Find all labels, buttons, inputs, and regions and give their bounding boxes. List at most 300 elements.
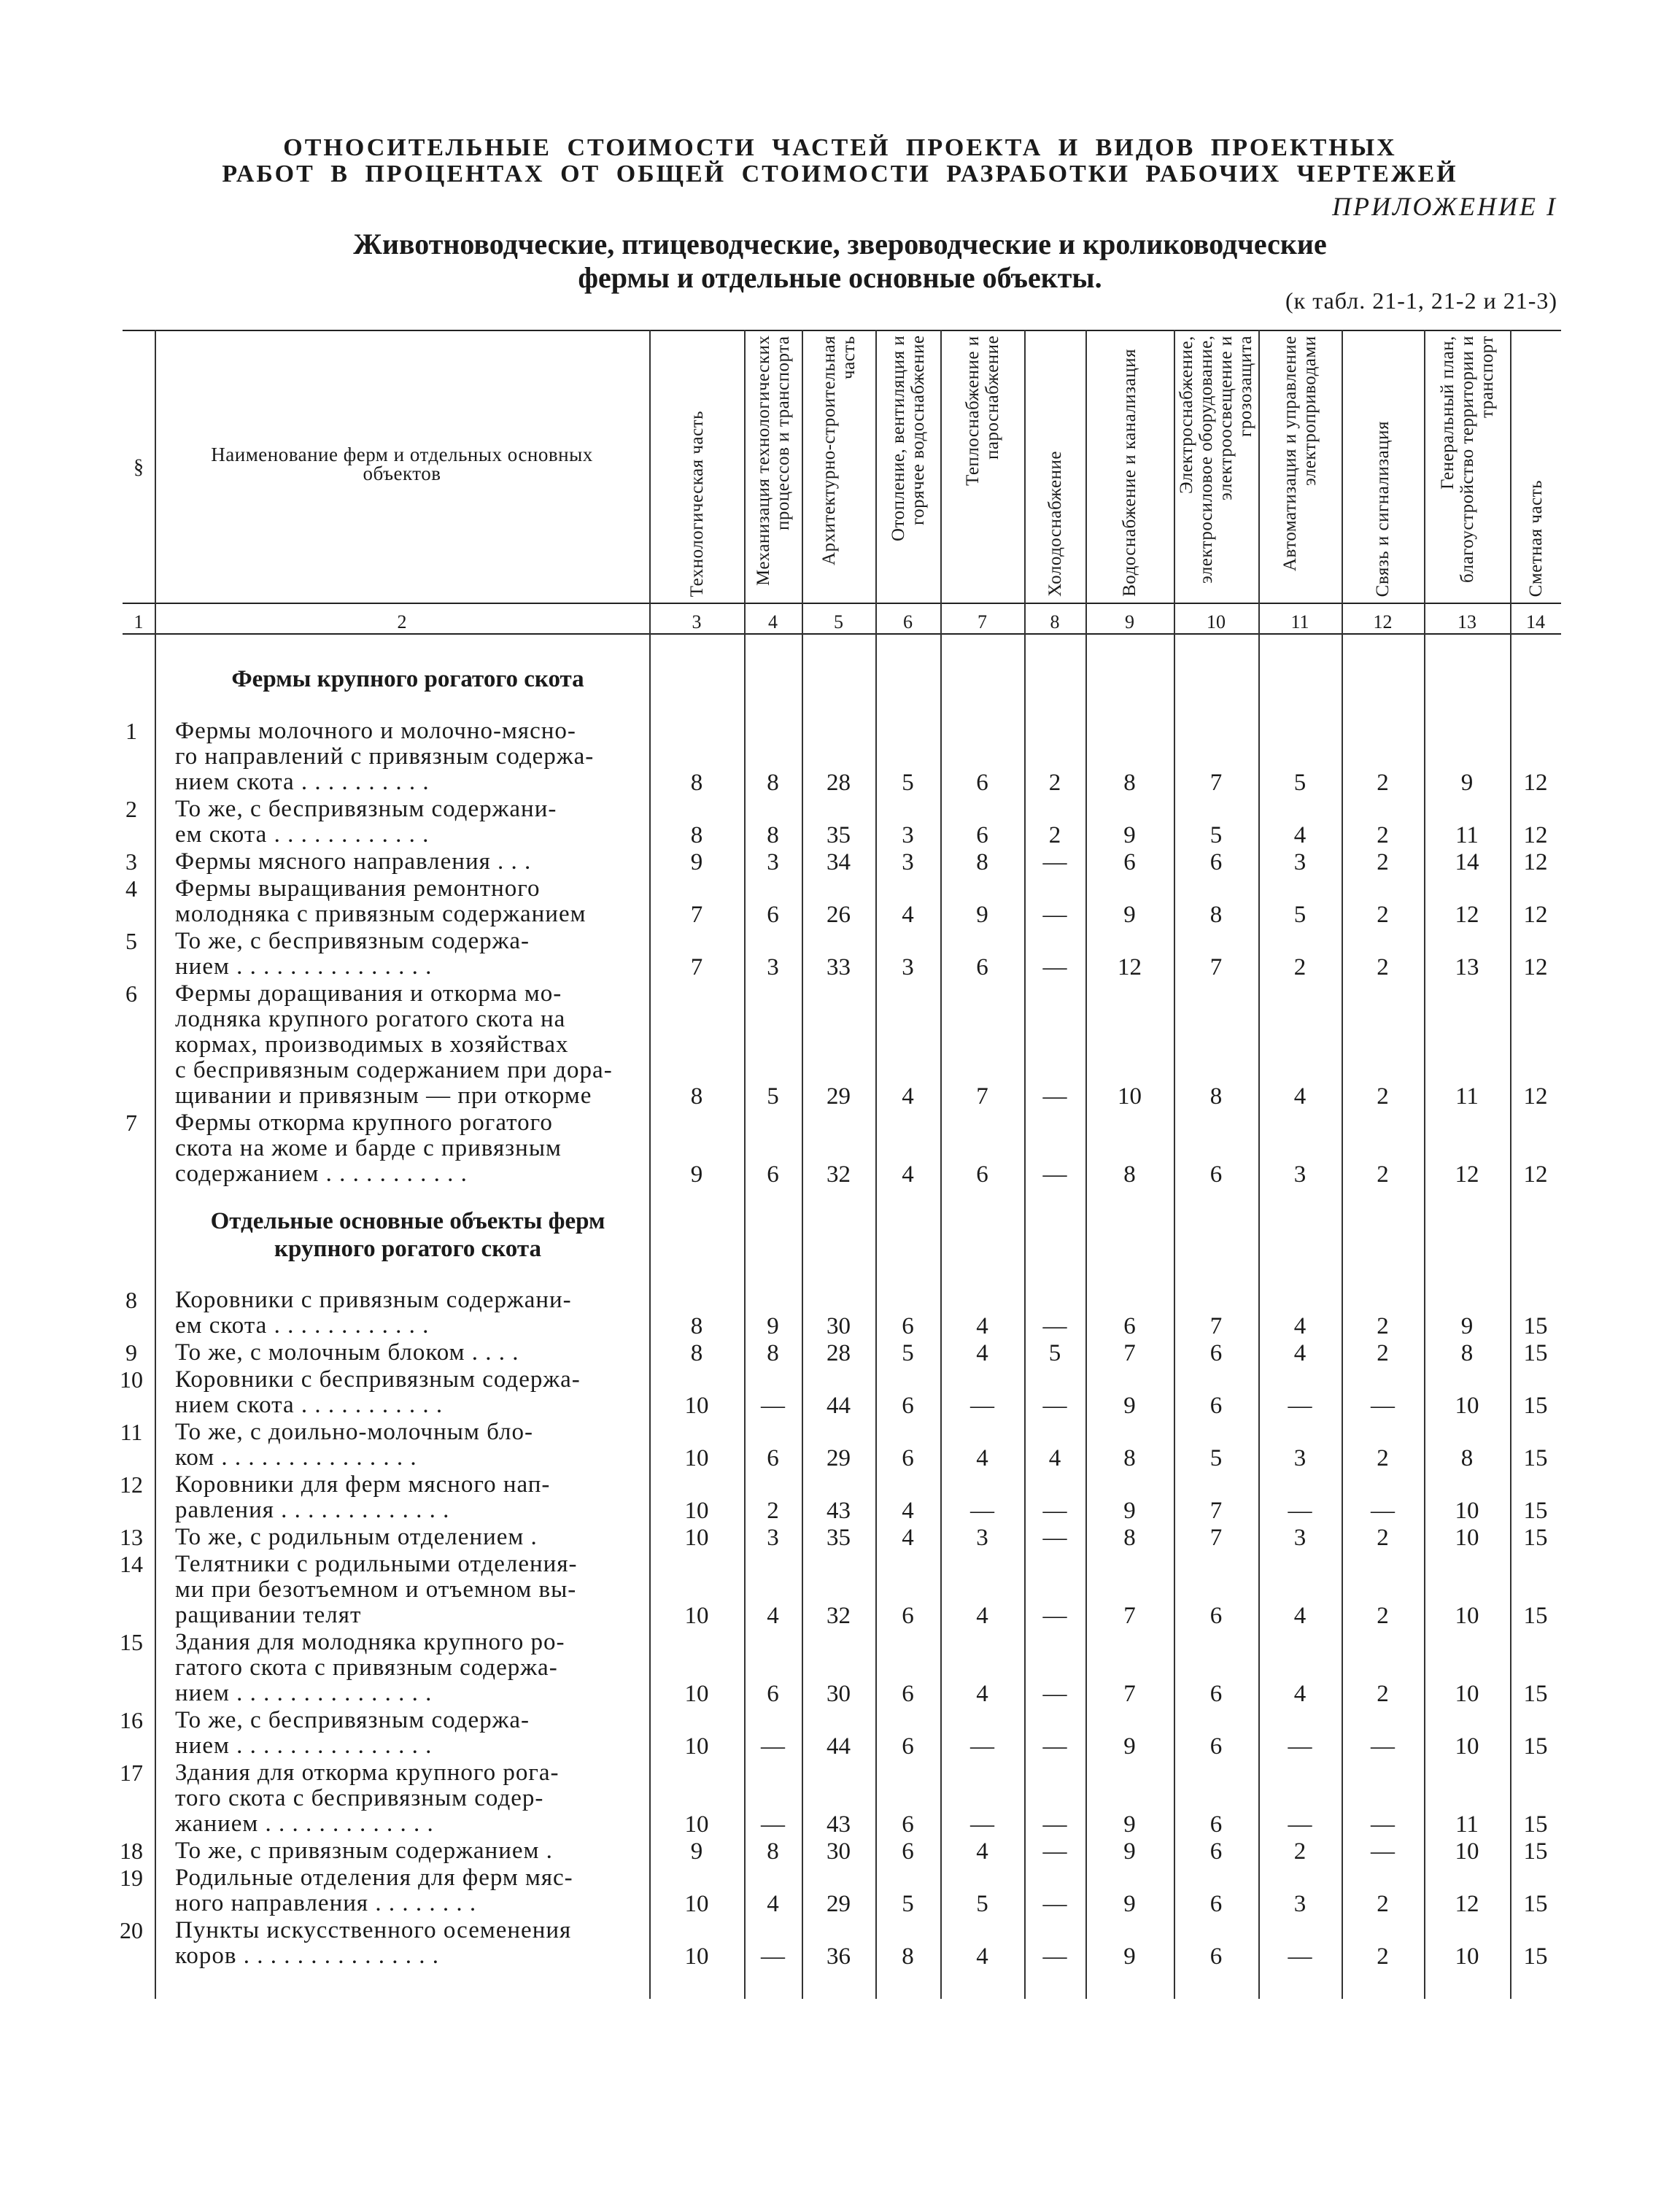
- value-cell: 15: [1523, 1525, 1548, 1551]
- value-cell: 4: [976, 1681, 988, 1707]
- row-description: [175, 1918, 640, 1969]
- value-cell: 8: [976, 849, 988, 875]
- value-cell: 9: [690, 1161, 703, 1188]
- value-cell: —: [1042, 1891, 1067, 1917]
- value-cell: 9: [1460, 770, 1474, 796]
- value-cell: 5: [976, 1891, 988, 1917]
- row-description-line: нием . . . . . . . . . . . . . . .: [175, 1733, 433, 1759]
- value-cell: 8: [767, 770, 779, 796]
- column-number: 4: [768, 611, 778, 632]
- value-cell: 3: [976, 1525, 988, 1551]
- value-cell: 9: [690, 1838, 703, 1865]
- value-cell: 15: [1523, 1445, 1548, 1471]
- row-description-line: ми при безотъемном и отъемном вы-: [175, 1577, 577, 1603]
- row-description-line: щивании и привязным — при откорме: [175, 1083, 592, 1109]
- value-cell: 8: [690, 770, 703, 796]
- column-header-cell: [1085, 336, 1174, 597]
- row-description-line: Пункты искусственного осеменения: [175, 1918, 572, 1943]
- row-number: 12: [120, 1471, 143, 1498]
- column-header-text: Генеральный план, благоустройство территории и транспорт: [1437, 336, 1497, 583]
- value-cell: 4: [1293, 1340, 1307, 1366]
- value-cell: 4: [1293, 1313, 1307, 1339]
- value-cell: 2: [1048, 822, 1061, 848]
- row-description: [175, 719, 640, 795]
- value-cell: 3: [767, 1525, 779, 1551]
- value-cell: —: [1288, 1498, 1312, 1524]
- value-cell: 15: [1523, 1393, 1548, 1419]
- value-cell: 8: [767, 822, 779, 848]
- row-description-line: То же, с беспривязным содержа-: [175, 1708, 530, 1733]
- column-header-cell: [649, 336, 744, 597]
- row-description-line: ращивании телят: [175, 1603, 362, 1628]
- row-description-line: То же, с беспривязным содержа-: [175, 929, 530, 954]
- value-cell: 6: [1209, 1811, 1223, 1838]
- value-cell: 10: [684, 1525, 709, 1551]
- value-cell: 6: [902, 1445, 914, 1471]
- value-cell: —: [1288, 1733, 1312, 1760]
- value-cell: 30: [827, 1681, 851, 1707]
- column-number: 8: [1050, 611, 1060, 632]
- value-cell: 4: [976, 1943, 988, 1970]
- value-cell: 6: [1209, 1681, 1223, 1707]
- value-cell: 8: [767, 1838, 779, 1865]
- value-cell: 7: [1123, 1340, 1136, 1366]
- value-cell: 3: [902, 954, 914, 980]
- value-cell: 10: [1118, 1083, 1142, 1110]
- value-cell: —: [1042, 1681, 1067, 1707]
- value-cell: 2: [1377, 1340, 1389, 1366]
- value-cell: 15: [1523, 1838, 1548, 1865]
- value-cell: —: [1042, 1161, 1067, 1188]
- column-header-text: Водоснабжение и канализация: [1120, 349, 1139, 597]
- value-cell: 29: [827, 1891, 851, 1917]
- value-cell: 3: [1293, 1161, 1307, 1188]
- row-description-line: содержанием . . . . . . . . . . .: [175, 1161, 468, 1187]
- header-top-rule: [123, 330, 1561, 331]
- row-description-line: То же, с молочным блоком . . . .: [175, 1340, 519, 1366]
- value-cell: —: [1371, 1733, 1395, 1760]
- value-cell: 3: [767, 849, 779, 875]
- value-cell: 3: [902, 822, 914, 848]
- value-cell: 10: [684, 1603, 709, 1629]
- column-header-text: Теплоснабжение и пароснабжение: [962, 336, 1002, 486]
- value-cell: 8: [690, 822, 703, 848]
- row-description: [175, 849, 640, 875]
- value-cell: 9: [1123, 1943, 1136, 1970]
- value-cell: 4: [767, 1603, 779, 1629]
- row-number: 8: [125, 1287, 137, 1313]
- value-cell: 8: [1123, 1445, 1136, 1471]
- value-cell: 6: [1209, 1838, 1223, 1865]
- row-number: 6: [125, 980, 137, 1007]
- row-description: [175, 1708, 640, 1759]
- value-cell: 3: [902, 849, 914, 875]
- value-cell: —: [1042, 1603, 1067, 1629]
- value-cell: 44: [827, 1393, 851, 1419]
- column-header-cell: [802, 336, 875, 597]
- section-heading: крупного рогатого скота: [274, 1236, 541, 1262]
- value-cell: 5: [767, 1083, 779, 1110]
- value-cell: 9: [1123, 1891, 1136, 1917]
- column-header-cell: [1174, 336, 1258, 597]
- value-cell: —: [1042, 1393, 1067, 1419]
- row-description-line: кормах, производимых в хозяйствах: [175, 1032, 569, 1058]
- row-description-line: нием . . . . . . . . . . . . . . .: [175, 954, 433, 980]
- value-cell: 26: [827, 902, 851, 928]
- row-description-line: Фермы откорма крупного рогатого: [175, 1110, 553, 1136]
- row-description: [175, 1838, 640, 1864]
- value-cell: 9: [767, 1313, 779, 1339]
- value-cell: 8: [690, 1083, 703, 1110]
- row-number: 17: [120, 1760, 143, 1786]
- value-cell: 10: [684, 1393, 709, 1419]
- row-description-line: Коровники для ферм мясного нап-: [175, 1472, 551, 1498]
- value-cell: 6: [767, 1161, 779, 1188]
- value-cell: 6: [902, 1313, 914, 1339]
- value-cell: 10: [1455, 1943, 1479, 1970]
- value-cell: 6: [767, 902, 779, 928]
- value-cell: 7: [1123, 1681, 1136, 1707]
- value-cell: 4: [902, 1525, 914, 1551]
- value-cell: 2: [1377, 849, 1389, 875]
- value-cell: 12: [1523, 770, 1548, 796]
- value-cell: 9: [1123, 1811, 1136, 1838]
- row-description: [175, 1367, 640, 1418]
- value-cell: 7: [1209, 1525, 1223, 1551]
- value-cell: —: [1042, 1811, 1067, 1838]
- value-cell: 6: [976, 822, 988, 848]
- value-cell: 6: [1209, 1891, 1223, 1917]
- value-cell: —: [1288, 1393, 1312, 1419]
- row-description-line: То же, с доильно-молочным бло-: [175, 1420, 534, 1445]
- column-number: 6: [903, 611, 913, 632]
- row-description-line: Коровники с привязным содержани-: [175, 1288, 572, 1313]
- row-description: [175, 981, 640, 1109]
- value-cell: 15: [1523, 1891, 1548, 1917]
- row-description-line: нием . . . . . . . . . . . . . . .: [175, 1681, 433, 1706]
- row-description-line: того скота с беспривязным содер-: [175, 1786, 544, 1811]
- row-number: 7: [125, 1110, 137, 1136]
- name-column-header: Наименование ферм и отдельных основных объектов: [211, 444, 593, 484]
- row-number: 14: [120, 1551, 143, 1577]
- value-cell: —: [1042, 1313, 1067, 1339]
- row-number: 19: [120, 1865, 143, 1891]
- value-cell: 2: [1293, 1838, 1307, 1865]
- value-cell: 8: [1123, 770, 1136, 796]
- value-cell: 5: [1209, 822, 1223, 848]
- row-description-line: Фермы выращивания ремонтного: [175, 876, 541, 902]
- value-cell: 6: [976, 1161, 988, 1188]
- value-cell: 6: [1209, 1943, 1223, 1970]
- column-number: 5: [834, 611, 843, 632]
- value-cell: 8: [1123, 1525, 1136, 1551]
- value-cell: 4: [976, 1603, 988, 1629]
- row-description-line: го направлений с привязным содержа-: [175, 744, 595, 770]
- row-description-line: молодняка с привязным содержанием: [175, 902, 587, 927]
- value-cell: 6: [976, 770, 988, 796]
- page-title-line-1: ОТНОСИТЕЛЬНЫЕ СТОИМОСТИ ЧАСТЕЙ ПРОЕКТА И ВИДОВ ПРОЕКТНЫХ: [283, 134, 1397, 161]
- value-cell: 6: [902, 1603, 914, 1629]
- value-cell: 8: [767, 1340, 779, 1366]
- value-cell: 6: [976, 954, 988, 980]
- row-description-line: жанием . . . . . . . . . . . . .: [175, 1811, 434, 1837]
- value-cell: 2: [1377, 1161, 1389, 1188]
- row-description-line: Фермы молочного и молочно-мясно-: [175, 719, 576, 744]
- value-cell: 7: [690, 954, 703, 980]
- row-description-line: нием скота . . . . . . . . . .: [175, 770, 430, 795]
- row-description-line: Здания для молодняка крупного ро-: [175, 1630, 565, 1655]
- column-number: 14: [1526, 611, 1545, 632]
- row-description-line: ком . . . . . . . . . . . . . . .: [175, 1445, 417, 1471]
- column-header-text: Холодоснабжение: [1045, 451, 1065, 597]
- column-number: 11: [1290, 611, 1309, 632]
- column-header-text: Технологическая часть: [686, 410, 707, 597]
- value-cell: 4: [1048, 1445, 1061, 1471]
- value-cell: 2: [1377, 1603, 1389, 1629]
- value-cell: 9: [1460, 1313, 1474, 1339]
- value-cell: 4: [902, 1083, 914, 1110]
- row-number: 13: [120, 1524, 143, 1550]
- row-description-line: Фермы доращивания и откорма мо-: [175, 981, 562, 1007]
- column-header-cell: [1424, 336, 1510, 597]
- value-cell: 44: [827, 1733, 851, 1760]
- value-cell: 10: [684, 1681, 709, 1707]
- value-cell: 9: [1123, 1838, 1136, 1865]
- value-cell: 2: [1377, 770, 1389, 796]
- section-sign-header: §: [133, 456, 144, 479]
- value-cell: 15: [1523, 1498, 1548, 1524]
- value-cell: 4: [1293, 822, 1307, 848]
- row-description-line: Фермы мясного направления . . .: [175, 849, 532, 875]
- value-cell: 5: [902, 770, 914, 796]
- value-cell: 5: [902, 1891, 914, 1917]
- column-number: 12: [1373, 611, 1393, 632]
- value-cell: 2: [1293, 954, 1307, 980]
- value-cell: 10: [684, 1498, 709, 1524]
- row-description-line: нием скота . . . . . . . . . . .: [175, 1393, 444, 1418]
- column-header-cell: [1024, 336, 1085, 597]
- column-header-text: Связь и сигнализация: [1373, 420, 1393, 597]
- row-description: [175, 876, 640, 927]
- row-number: 11: [120, 1419, 143, 1445]
- row-description-line: гатого скота с привязным содержа-: [175, 1655, 558, 1681]
- value-cell: 12: [1455, 1161, 1479, 1188]
- column-header-cell: [744, 336, 802, 597]
- value-cell: 8: [690, 1340, 703, 1366]
- value-cell: 15: [1523, 1313, 1548, 1339]
- column-divider: [155, 330, 156, 1999]
- value-cell: 11: [1455, 1083, 1479, 1110]
- column-header-cell: [875, 336, 940, 597]
- value-cell: 10: [1455, 1498, 1479, 1524]
- value-cell: —: [1371, 1393, 1395, 1419]
- value-cell: 35: [827, 1525, 851, 1551]
- value-cell: 7: [1209, 770, 1223, 796]
- column-number: 1: [133, 611, 144, 632]
- row-description-line: То же, с беспривязным содержани-: [175, 797, 557, 822]
- value-cell: 9: [1123, 1498, 1136, 1524]
- value-cell: 2: [1377, 1525, 1389, 1551]
- value-cell: 6: [1209, 1393, 1223, 1419]
- row-description-line: Коровники с беспривязным содержа-: [175, 1367, 581, 1393]
- row-description-line: ного направления . . . . . . . .: [175, 1891, 477, 1916]
- value-cell: 4: [1293, 1603, 1307, 1629]
- value-cell: 6: [767, 1681, 779, 1707]
- value-cell: 4: [976, 1340, 988, 1366]
- value-cell: 2: [1377, 1891, 1389, 1917]
- row-number: 15: [120, 1629, 143, 1655]
- value-cell: 6: [902, 1838, 914, 1865]
- column-header-text: Отопление, вентиляция и горячее водоснабжение: [888, 336, 928, 542]
- value-cell: —: [761, 1943, 785, 1970]
- row-description: [175, 929, 640, 980]
- row-description-line: лодняка крупного рогатого скота на: [175, 1007, 566, 1032]
- header-bottom-rule: [123, 603, 1561, 604]
- value-cell: 15: [1523, 1733, 1548, 1760]
- value-cell: 2: [1377, 902, 1389, 928]
- value-cell: 12: [1523, 1083, 1548, 1110]
- value-cell: 2: [1048, 770, 1061, 796]
- value-cell: 2: [1377, 1943, 1389, 1970]
- value-cell: 8: [1460, 1445, 1474, 1471]
- column-header-cell: [1510, 336, 1561, 597]
- section-heading: Фермы крупного рогатого скота: [231, 666, 584, 692]
- value-cell: —: [1042, 849, 1067, 875]
- value-cell: 15: [1523, 1681, 1548, 1707]
- value-cell: 9: [1123, 1393, 1136, 1419]
- column-number: 3: [692, 611, 702, 632]
- value-cell: 3: [1293, 1445, 1307, 1471]
- row-number: 4: [125, 875, 137, 902]
- value-cell: 6: [902, 1681, 914, 1707]
- value-cell: 10: [1455, 1838, 1479, 1865]
- column-header-text: Сметная часть: [1525, 479, 1546, 597]
- row-number: 3: [125, 848, 137, 875]
- column-header-cell: [1258, 336, 1342, 597]
- value-cell: 15: [1523, 1811, 1548, 1838]
- value-cell: 6: [902, 1811, 914, 1838]
- value-cell: 14: [1455, 849, 1479, 875]
- column-number: 13: [1458, 611, 1476, 632]
- row-description-line: равления . . . . . . . . . . . . .: [175, 1498, 450, 1523]
- value-cell: —: [1042, 1525, 1067, 1551]
- value-cell: —: [1042, 1838, 1067, 1865]
- column-header-cell: [1342, 336, 1424, 597]
- value-cell: 4: [1293, 1083, 1307, 1110]
- value-cell: 32: [827, 1161, 851, 1188]
- value-cell: 13: [1455, 954, 1479, 980]
- row-number: 20: [120, 1917, 143, 1943]
- value-cell: 43: [827, 1811, 851, 1838]
- row-description: [175, 797, 640, 848]
- value-cell: 32: [827, 1603, 851, 1629]
- value-cell: 8: [1209, 1083, 1223, 1110]
- value-cell: 10: [1455, 1733, 1479, 1760]
- value-cell: 12: [1455, 902, 1479, 928]
- value-cell: 12: [1118, 954, 1142, 980]
- value-cell: 5: [1293, 770, 1307, 796]
- value-cell: 6: [902, 1733, 914, 1760]
- value-cell: —: [1371, 1811, 1395, 1838]
- value-cell: —: [761, 1393, 785, 1419]
- value-cell: 7: [976, 1083, 988, 1110]
- value-cell: —: [970, 1393, 994, 1419]
- value-cell: 36: [827, 1943, 851, 1970]
- value-cell: 5: [1048, 1340, 1061, 1366]
- value-cell: 7: [1209, 954, 1223, 980]
- column-header-text: Электроснабжение, электросиловое оборудование, электроосвещение и грозозащита: [1177, 336, 1255, 584]
- row-number: 9: [125, 1339, 137, 1366]
- value-cell: 8: [690, 1313, 703, 1339]
- value-cell: 10: [1455, 1603, 1479, 1629]
- subtitle-line-2: фермы и отдельные основные объекты.: [578, 261, 1102, 294]
- value-cell: 4: [1293, 1681, 1307, 1707]
- value-cell: 43: [827, 1498, 851, 1524]
- column-header-text: Автоматизация и управление электроприводами: [1280, 336, 1320, 571]
- value-cell: —: [761, 1811, 785, 1838]
- column-header-text: Механизация технологических процессов и транспорта: [753, 336, 793, 587]
- value-cell: 8: [1123, 1161, 1136, 1188]
- value-cell: —: [1042, 1498, 1067, 1524]
- value-cell: —: [1042, 954, 1067, 980]
- value-cell: 10: [684, 1811, 709, 1838]
- value-cell: 15: [1523, 1603, 1548, 1629]
- row-description: [175, 1525, 640, 1550]
- row-number: 16: [120, 1707, 143, 1733]
- row-description-line: Родильные отделения для ферм мяс-: [175, 1865, 573, 1891]
- value-cell: 3: [1293, 849, 1307, 875]
- value-cell: 6: [767, 1445, 779, 1471]
- value-cell: 8: [1209, 902, 1223, 928]
- row-description-line: коров . . . . . . . . . . . . . . .: [175, 1943, 439, 1969]
- value-cell: —: [1288, 1811, 1312, 1838]
- row-description-line: То же, с привязным содержанием .: [175, 1838, 553, 1864]
- value-cell: 4: [902, 1498, 914, 1524]
- value-cell: —: [1042, 1733, 1067, 1760]
- row-description-line: Телятники с родильными отделения-: [175, 1552, 578, 1577]
- number-row-rule: [123, 633, 1561, 635]
- value-cell: 10: [1455, 1393, 1479, 1419]
- value-cell: 3: [767, 954, 779, 980]
- value-cell: 11: [1455, 1811, 1479, 1838]
- value-cell: 6: [1123, 1313, 1136, 1339]
- row-number: 5: [125, 928, 137, 954]
- value-cell: 4: [902, 1161, 914, 1188]
- value-cell: 2: [1377, 1445, 1389, 1471]
- column-header-cell: [940, 336, 1024, 597]
- row-description-line: ем скота . . . . . . . . . . . .: [175, 822, 430, 848]
- value-cell: 33: [827, 954, 851, 980]
- row-description: [175, 1340, 640, 1366]
- row-number: 2: [125, 796, 137, 822]
- value-cell: 2: [767, 1498, 779, 1524]
- value-cell: 6: [1209, 1340, 1223, 1366]
- value-cell: 12: [1523, 1161, 1548, 1188]
- row-description-line: скота на жоме и барде с привязным: [175, 1136, 562, 1161]
- row-description: [175, 1472, 640, 1523]
- value-cell: 4: [767, 1891, 779, 1917]
- value-cell: 29: [827, 1083, 851, 1110]
- row-description-line: с беспривязным содержанием при дора-: [175, 1058, 613, 1083]
- row-description: [175, 1865, 640, 1916]
- value-cell: 8: [902, 1943, 914, 1970]
- value-cell: 2: [1377, 822, 1389, 848]
- value-cell: 4: [976, 1838, 988, 1865]
- value-cell: —: [970, 1811, 994, 1838]
- appendix-label: ПРИЛОЖЕНИЕ I: [1332, 192, 1557, 221]
- value-cell: 11: [1455, 822, 1479, 848]
- value-cell: 6: [1123, 849, 1136, 875]
